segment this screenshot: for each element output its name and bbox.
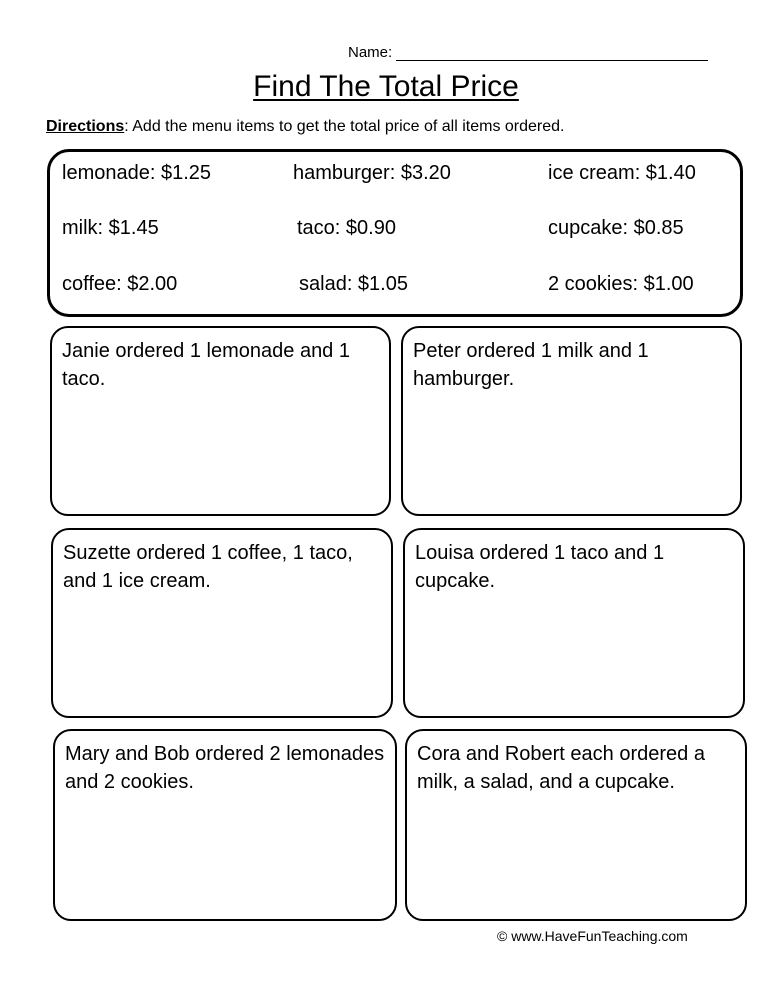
name-field[interactable] — [348, 44, 708, 61]
order-text: Suzette ordered 1 coffee, 1 taco, and 1 ice cream. — [63, 542, 353, 592]
menu-price-box — [47, 149, 743, 317]
menu-item-hamburger: hamburger: $3.20 — [293, 162, 451, 184]
order-box-cora-robert[interactable] — [405, 729, 747, 921]
directions-text: : Add the menu items to get the total price of all items ordered. — [124, 118, 565, 135]
menu-item-cupcake: cupcake: $0.85 — [548, 217, 684, 239]
order-text: Cora and Robert each ordered a milk, a salad, and a cupcake. — [417, 743, 705, 793]
menu-item-coffee: coffee: $2.00 — [62, 273, 178, 295]
menu-item-cookies: 2 cookies: $1.00 — [548, 273, 694, 295]
menu-item-milk: milk: $1.45 — [62, 217, 159, 239]
order-text: Peter ordered 1 milk and 1 hamburger. — [413, 340, 649, 390]
order-text: Louisa ordered 1 taco and 1 cupcake. — [415, 542, 665, 592]
order-box-peter[interactable] — [401, 326, 742, 516]
directions — [46, 118, 564, 136]
order-text: Mary and Bob ordered 2 lemonades and 2 cookies. — [65, 743, 385, 793]
menu-item-ice-cream: ice cream: $1.40 — [548, 162, 696, 184]
order-box-janie[interactable] — [50, 326, 391, 516]
directions-label: Directions — [46, 118, 125, 135]
order-box-louisa[interactable] — [403, 528, 745, 718]
order-box-mary-bob[interactable] — [53, 729, 397, 921]
name-label: Name: — [348, 44, 393, 61]
copyright-footer: © www.HaveFunTeaching.com — [497, 928, 688, 944]
name-blank-line[interactable] — [396, 44, 708, 61]
menu-item-salad: salad: $1.05 — [299, 273, 408, 295]
menu-item-taco: taco: $0.90 — [297, 217, 396, 239]
menu-item-lemonade: lemonade: $1.25 — [62, 162, 212, 184]
page-title: Find The Total Price — [253, 70, 519, 103]
order-box-suzette[interactable] — [51, 528, 393, 718]
order-text: Janie ordered 1 lemonade and 1 taco. — [62, 340, 350, 390]
